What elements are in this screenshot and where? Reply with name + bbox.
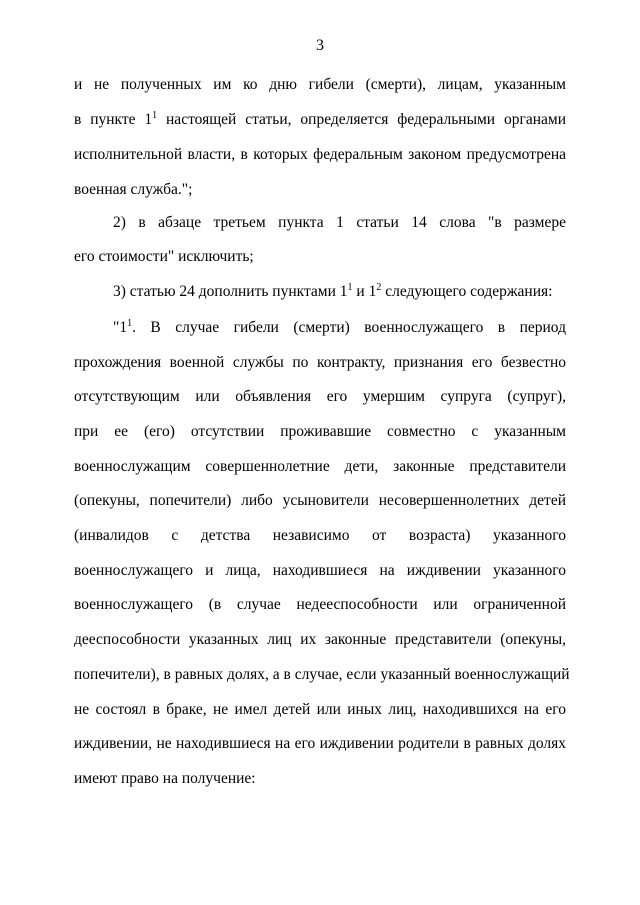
text-line: и не полученных им ко дню гибели (смерти), лицам, указанным (74, 76, 566, 93)
text-line: прохождения военной службы по контракту, признания его безвестно (74, 354, 566, 371)
text-line: (опекуны, попечители) либо усыновители несовершеннолетних детей (74, 492, 566, 509)
superscript: 1 (152, 110, 158, 121)
superscript: 1 (347, 282, 353, 293)
text-line: военнослужащим совершеннолетние дети, законные представители (74, 458, 566, 475)
text-line: "$1^1$. В случае гибели (смерти) военнослужащего в период (113, 318, 566, 336)
text-line: иждивении, не находившиеся на его иждивении родители в равных долях (74, 735, 566, 752)
text-line: 2) в абзаце третьем пункта 1 статьи 14 слова "в размере (113, 214, 566, 231)
text-line: исполнительной власти, в которых федеральным законом предусмотрена (74, 146, 566, 163)
superscript: 1 (127, 318, 133, 329)
text-line: при ее (его) отсутствии проживавшие совместно с указанным (74, 423, 566, 440)
text-line: в пункте $1^1$ настоящей статьи, определяется федеральными органами (74, 110, 566, 128)
text-line: отсутствующим или объявления его умершим супруга (супруг), (74, 388, 566, 405)
text-line: 3) статью 24 дополнить пунктами $1^1$ и $1^2$ следующего содержания: (113, 282, 553, 300)
text-line: военная служба."; (74, 181, 193, 198)
text-line: военнослужащего (в случае недееспособности или ограниченной (74, 596, 566, 613)
page-number: 3 (316, 37, 324, 54)
text-line: не состоял в браке, не имел детей или иных лиц, находившихся на его (74, 701, 566, 718)
text-line: (инвалидов с детства независимо от возраста) указанного (74, 527, 566, 544)
text-line: попечители), в равных долях, а в случае, если указанный военнослужащий (74, 666, 570, 683)
text-line: его стоимости" исключить; (74, 248, 254, 265)
text-line: военнослужащего и лица, находившиеся на иждивении указанного (74, 562, 566, 579)
text-line: имеют право на получение: (74, 770, 256, 787)
superscript: 2 (376, 282, 382, 293)
text-line: дееспособности указанных лиц их законные представители (опекуны, (74, 631, 566, 648)
